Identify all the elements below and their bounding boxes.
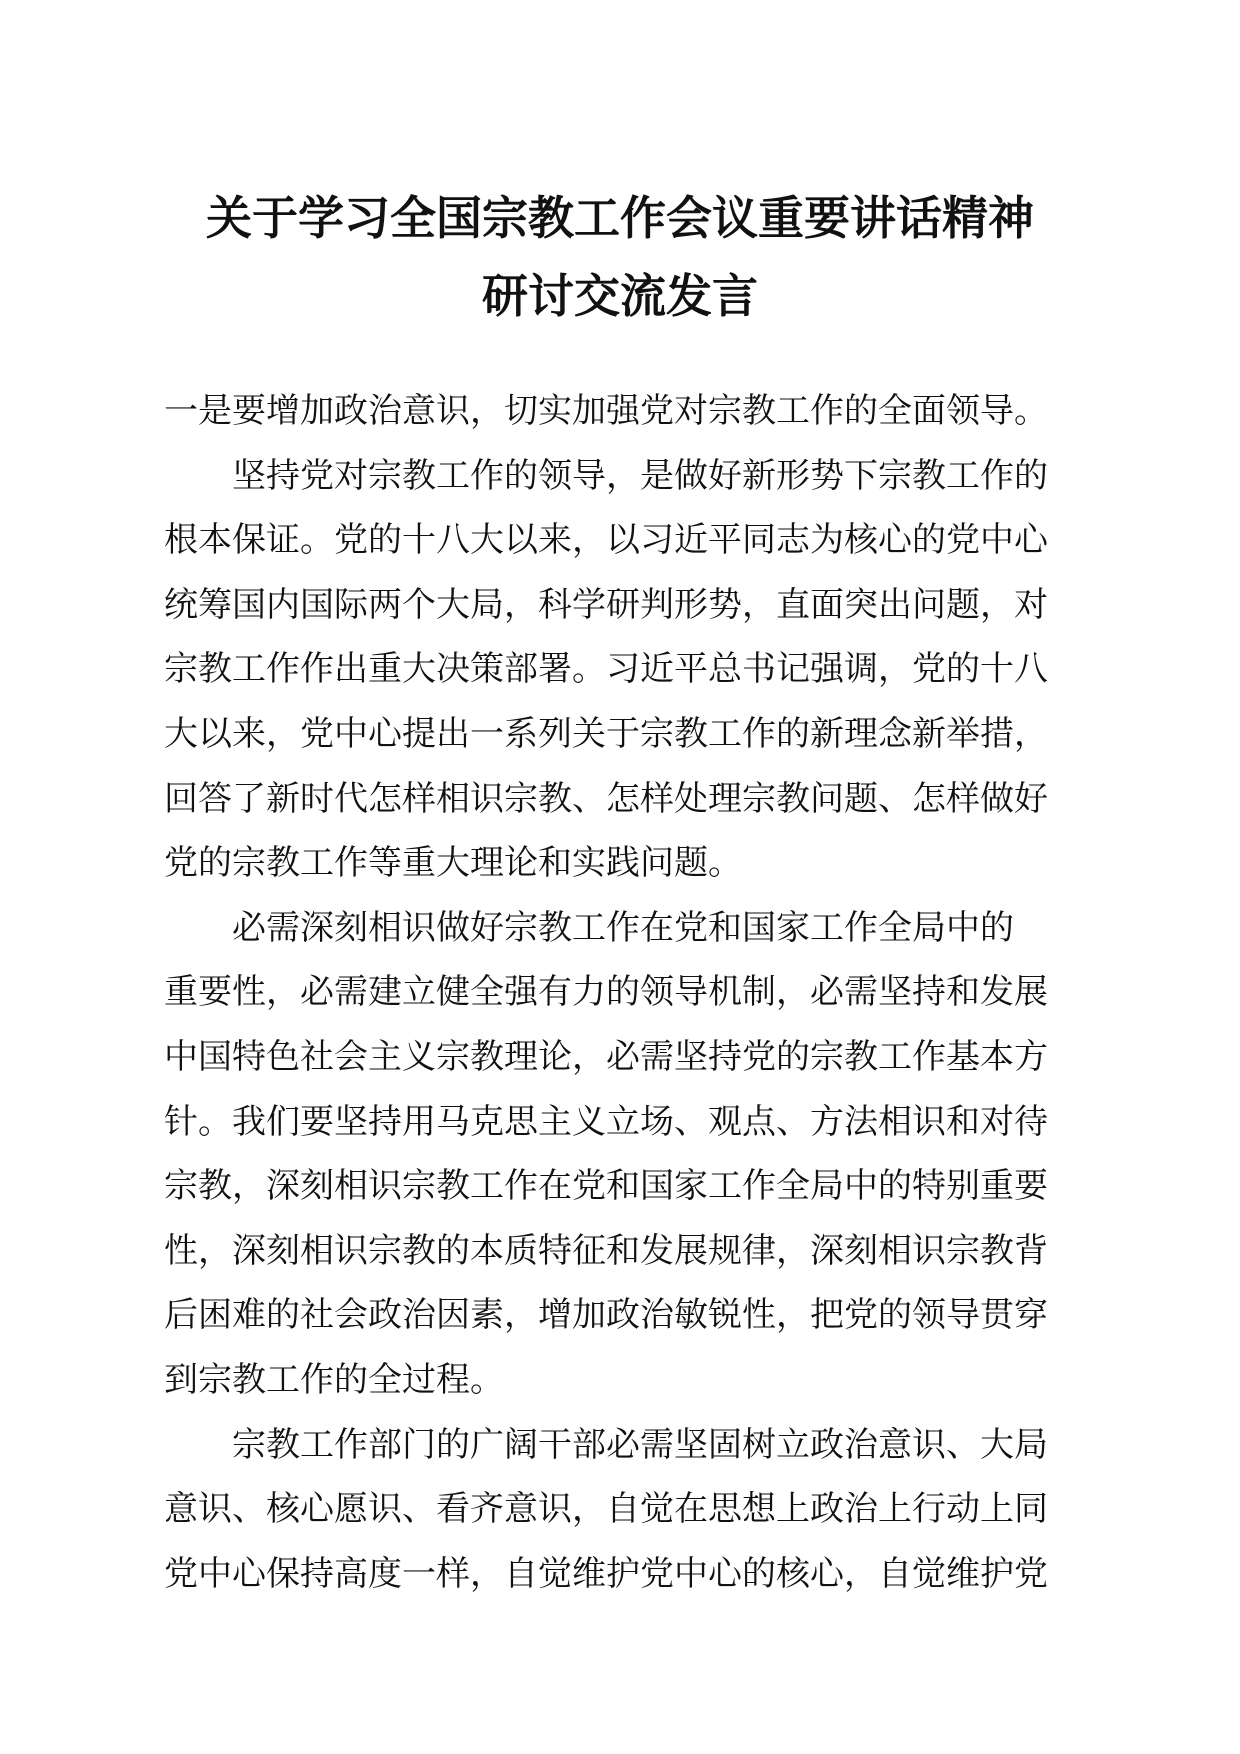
body-text-line: 宗教，深刻相识宗教工作在党和国家工作全局中的特别重要: [164, 1168, 1048, 1206]
body-text-line: 性，深刻相识宗教的本质特征和发展规律，深刻相识宗教背: [164, 1232, 1048, 1270]
body-text-line: 一是要增加政治意识，切实加强党对宗教工作的全面领导。: [164, 393, 1048, 430]
body-text-line: 到宗教工作的全过程。: [164, 1361, 504, 1399]
body-text-line: 中国特色社会主义宗教理论，必需坚持党的宗教工作基本方: [164, 1038, 1048, 1076]
document-title: [0, 0, 1240, 336]
body-text-line: 统筹国内国际两个大局，科学研判形势，直面突出问题，对: [164, 586, 1048, 624]
body-text-line: 党的宗教工作等重大理论和实践问题。: [164, 845, 742, 883]
document-body: [164, 380, 1094, 1607]
body-text-line: 针。我们要坚持用马克思主义立场、观点、方法相识和对待: [164, 1103, 1048, 1141]
body-text-line: 回答了新时代怎样相识宗教、怎样处理宗教问题、怎样做好: [164, 780, 1048, 818]
body-text-line: 大以来，党中心提出一系列关于宗教工作的新理念新举措，: [164, 715, 1048, 753]
body-text-line: 重要性，必需建立健全强有力的领导机制，必需坚持和发展: [164, 974, 1048, 1012]
body-text-line: 党中心保持高度一样，自觉维护党中心的核心，自觉维护党: [164, 1555, 1048, 1593]
body-text-line: 宗教工作作出重大决策部署。习近平总书记强调，党的十八: [164, 651, 1048, 689]
body-text-line: 后困难的社会政治因素，增加政治敏锐性，把党的领导贯穿: [164, 1297, 1048, 1335]
document-title-line-2: 研讨交流发言: [482, 271, 758, 322]
body-text-line: 宗教工作部门的广阔干部必需坚固树立政治意识、大局: [232, 1426, 1048, 1464]
body-text-line: 意识、核心愿识、看齐意识，自觉在思想上政治上行动上同: [164, 1491, 1048, 1529]
document-title-line-1: 关于学习全国宗教工作会议重要讲话精神: [206, 193, 1034, 244]
body-text-line: 坚持党对宗教工作的领导，是做好新形势下宗教工作的: [232, 457, 1048, 495]
body-text-line: 根本保证。党的十八大以来，以习近平同志为核心的党中心: [164, 522, 1048, 560]
body-text-line: 必需深刻相识做好宗教工作在党和国家工作全局中的: [232, 909, 1014, 947]
